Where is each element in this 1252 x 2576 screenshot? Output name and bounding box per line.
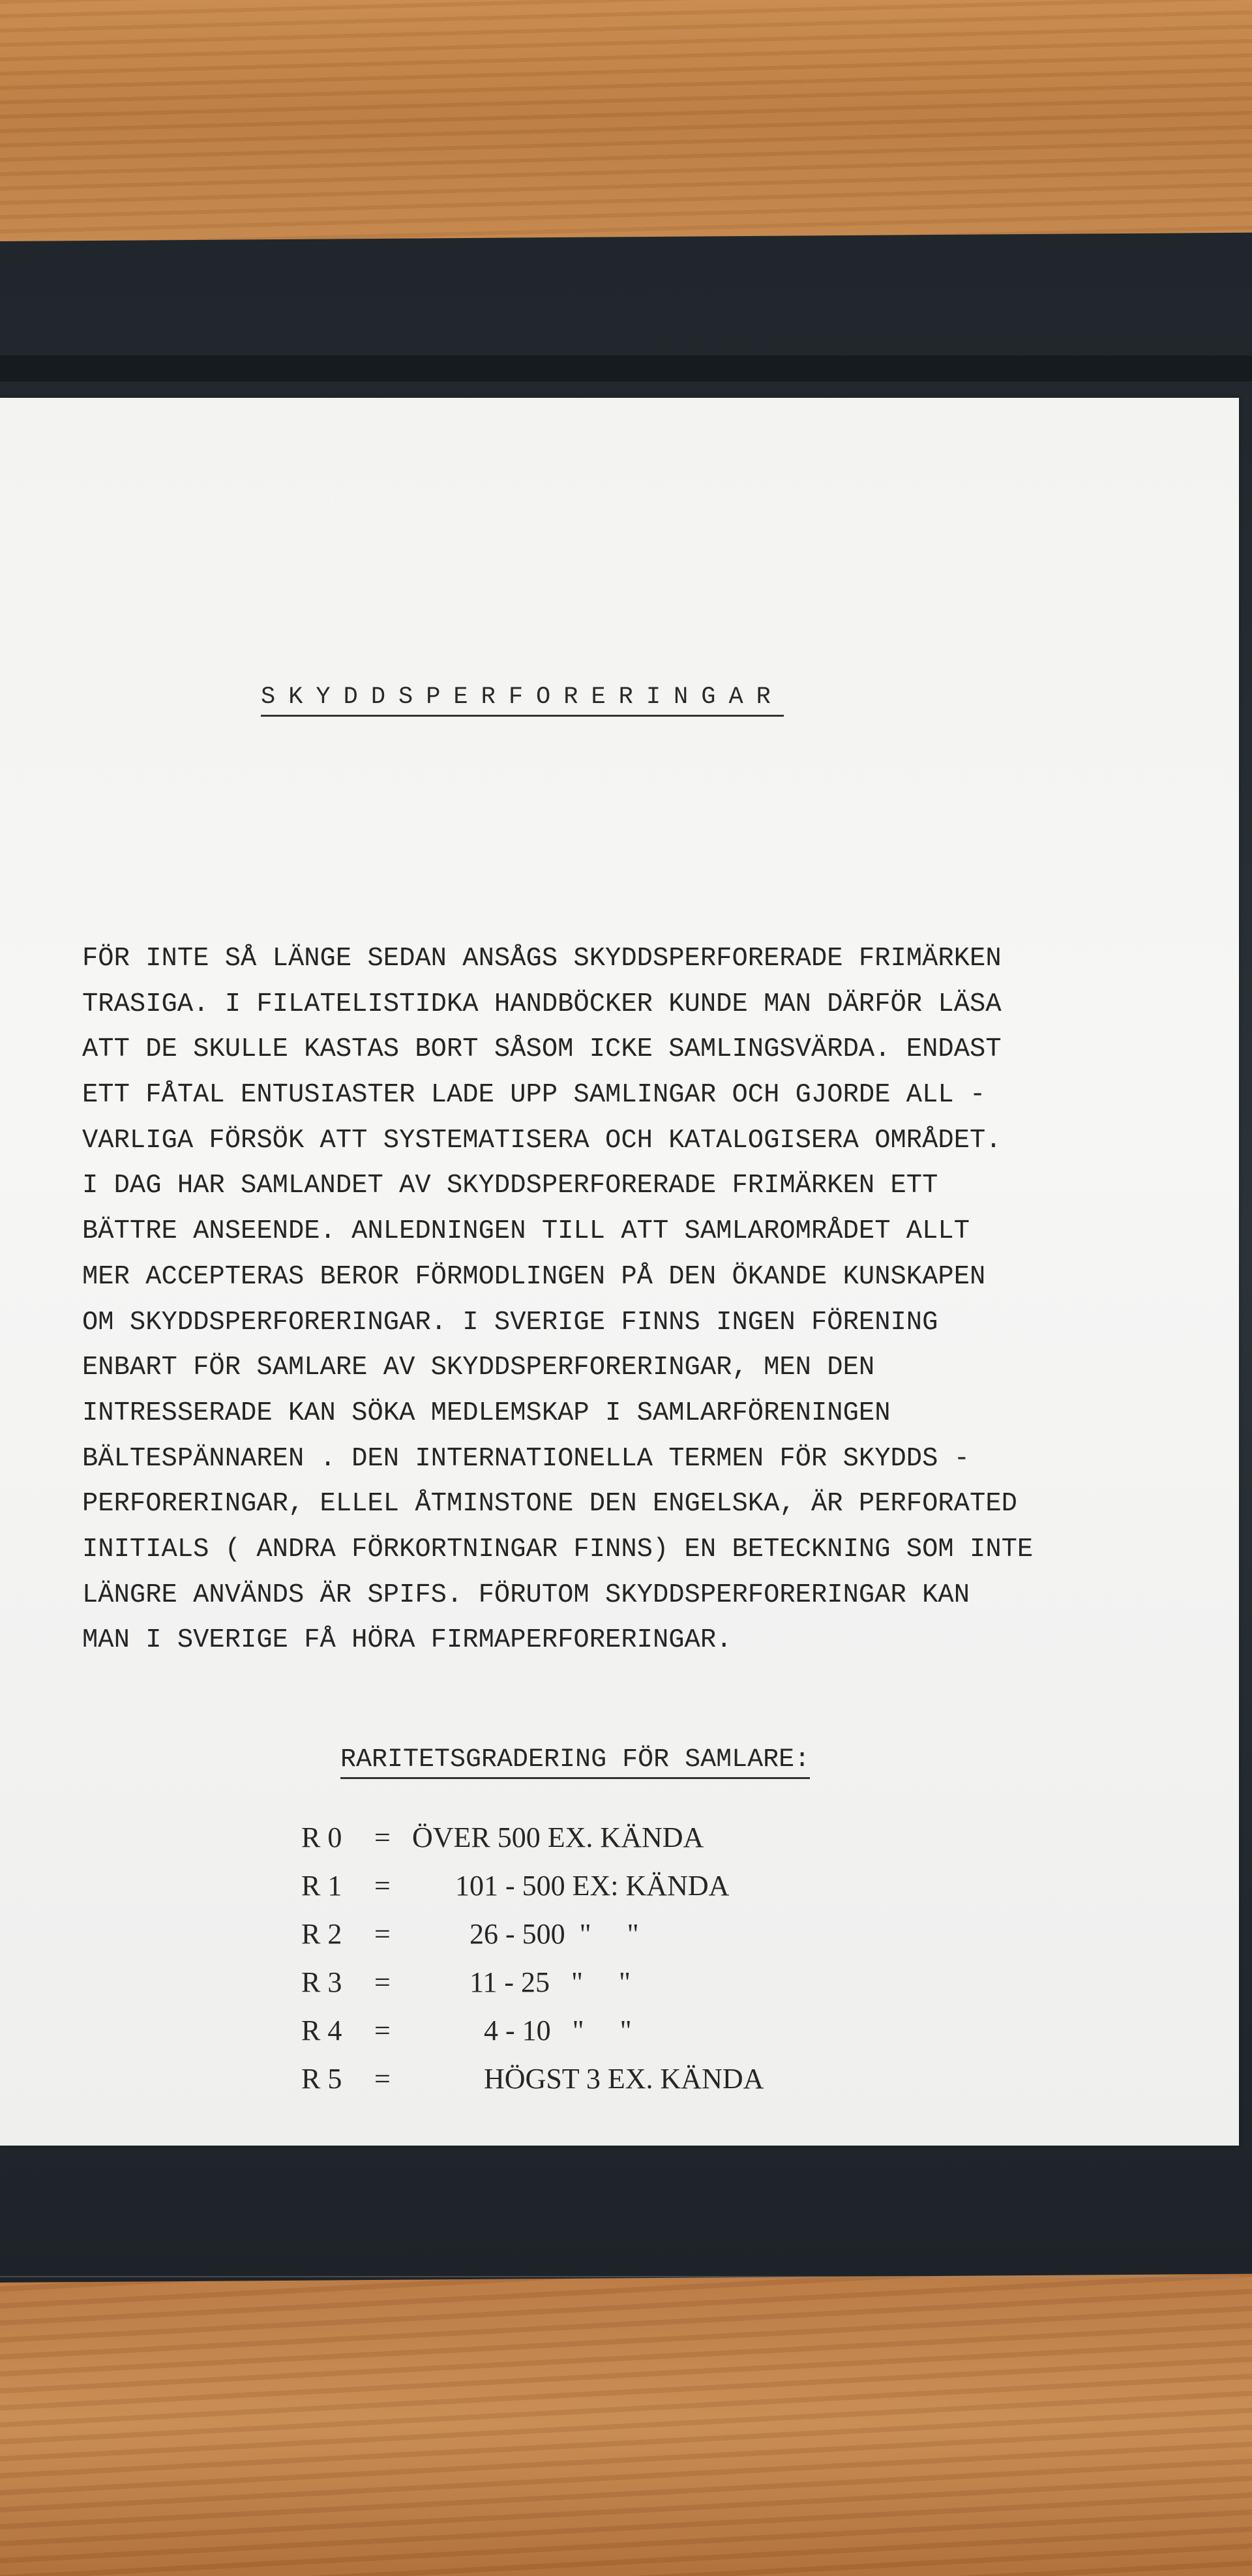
rarity-code: R 1 xyxy=(301,1870,342,1902)
body-line: INTRESSERADE KAN SÖKA MEDLEMSKAP I SAMLARFÖRENINGEN xyxy=(82,1398,891,1428)
rarity-code: R 3 xyxy=(301,1966,342,1998)
body-line: INITIALS ( ANDRA FÖRKORTNINGAR FINNS) EN BETECKNING SOM INTE xyxy=(82,1534,1034,1565)
rarity-equals: = xyxy=(374,2063,391,2095)
body-line: BÄLTESPÄNNAREN . DEN INTERNATIONELLA TERMEN FÖR SKYDDS - xyxy=(82,1443,970,1474)
rarity-description: 26 - 500 " " xyxy=(412,1918,639,1950)
body-line: ATT DE SKULLE KASTAS BORT SÅSOM ICKE SAMLINGSVÄRDA. ENDAST xyxy=(82,1034,1002,1065)
rarity-description: 11 - 25 " " xyxy=(412,1966,631,1998)
body-paragraph xyxy=(82,936,1230,1664)
rarity-code: R 0 xyxy=(301,1821,342,1853)
rarity-description: 101 - 500 EX: KÄNDA xyxy=(412,1870,730,1902)
body-line: FÖR INTE SÅ LÄNGE SEDAN ANSÅGS SKYDDSPERFORERADE FRIMÄRKEN xyxy=(82,944,1002,974)
rarity-equals: = xyxy=(374,1870,391,1902)
rarity-equals: = xyxy=(374,1821,391,1853)
fold-line xyxy=(0,2276,1239,2277)
rarity-code: R 4 xyxy=(301,2014,342,2046)
binder-rim xyxy=(0,355,1252,382)
body-line: VARLIGA FÖRSÖK ATT SYSTEMATISERA OCH KATALOGISERA OMRÅDET. xyxy=(82,1125,1002,1156)
rarity-description: 4 - 10 " " xyxy=(412,2014,632,2046)
body-line: I DAG HAR SAMLANDET AV SKYDDSPERFORERADE FRIMÄRKEN ETT xyxy=(82,1171,938,1201)
rarity-equals: = xyxy=(374,2014,391,2046)
body-line: OM SKYDDSPERFORERINGAR. I SVERIGE FINNS INGEN FÖRENING xyxy=(82,1307,938,1338)
body-line: ETT FÅTAL ENTUSIASTER LADE UPP SAMLINGAR OCH GJORDE ALL - xyxy=(82,1080,986,1111)
rarity-equals: = xyxy=(374,1966,391,1998)
wooden-table-bottom xyxy=(0,2269,1252,2576)
body-line: PERFORERINGAR, ELLEL ÅTMINSTONE DEN ENGELSKA, ÄR PERFORATED xyxy=(82,1489,1017,1520)
rarity-description: ÖVER 500 EX. KÄNDA xyxy=(412,1821,704,1853)
document-title: SKYDDSPERFORERINGAR xyxy=(261,683,784,717)
rarity-heading: RARITETSGRADERING FÖR SAMLARE: xyxy=(340,1745,810,1779)
rarity-description: HÖGST 3 EX. KÄNDA xyxy=(412,2063,764,2095)
body-line: LÄNGRE ANVÄNDS ÄR SPIFS. FÖRUTOM SKYDDSPERFORERINGAR KAN xyxy=(82,1580,970,1610)
body-line: MER ACCEPTERAS BEROR FÖRMODLINGEN PÅ DEN ÖKANDE KUNSKAPEN xyxy=(82,1261,986,1292)
body-line: TRASIGA. I FILATELISTIDKA HANDBÖCKER KUNDE MAN DÄRFÖR LÄSA xyxy=(82,989,1002,1019)
body-line: MAN I SVERIGE FÅ HÖRA FIRMAPERFORERINGAR. xyxy=(82,1625,732,1656)
rarity-equals: = xyxy=(374,1918,391,1950)
body-line: ENBART FÖR SAMLARE AV SKYDDSPERFORERINGAR, MEN DEN xyxy=(82,1353,875,1383)
rarity-code: R 2 xyxy=(301,1918,342,1950)
rarity-code: R 5 xyxy=(301,2063,342,2095)
body-line: BÄTTRE ANSEENDE. ANLEDNINGEN TILL ATT SAMLAROMRÅDET ALLT xyxy=(82,1216,970,1247)
